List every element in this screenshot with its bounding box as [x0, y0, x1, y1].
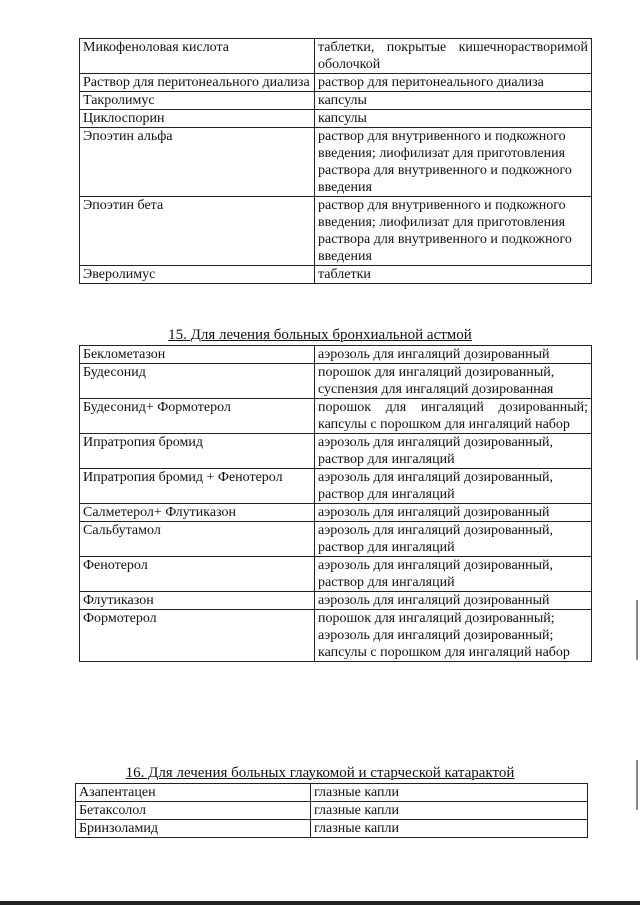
table-asthma-drugs	[79, 345, 592, 662]
drug-name-cell: Будесонид+ Формотерол	[80, 399, 315, 434]
table-row	[80, 197, 592, 266]
drug-name-cell: Эпоэтин альфа	[80, 128, 315, 197]
dosage-form-text: порошок для ингаляций дозированный;	[318, 611, 555, 626]
dosage-form-cell	[315, 364, 592, 399]
drug-name-cell: Будесонид	[80, 364, 315, 399]
dosage-form-cell	[315, 74, 592, 92]
drug-name-cell: Микофеноловая кислота	[80, 39, 315, 74]
dosage-form-text: аэрозоль для ингаляций дозированный	[318, 505, 550, 520]
dosage-form-text: таблетки, покрытые кишечнорастворимой оболочкой	[318, 40, 588, 72]
drug-name-cell: Раствор для перитонеального диализа	[80, 74, 315, 92]
scan-edge-mark	[636, 600, 638, 660]
table-glaucoma-drugs	[75, 783, 588, 838]
drug-name-cell: Такролимус	[80, 92, 315, 110]
table-row	[76, 784, 588, 802]
dosage-form-text: раствор для внутривенного и подкожного введения; лиофилизат для приготовления раствора для внутривенного и подкожного введения	[318, 198, 572, 264]
dosage-form-text: аэрозоль для ингаляций дозированный	[318, 593, 550, 608]
table-row	[80, 346, 592, 364]
table-row	[76, 820, 588, 838]
section-15-heading	[0, 326, 640, 344]
table-row	[80, 74, 592, 92]
table-row	[80, 266, 592, 284]
dosage-form-cell	[315, 266, 592, 284]
dosage-form-text: порошок для ингаляций дозированный, суспензия для ингаляций дозированная	[318, 365, 555, 397]
dosage-form-text: глазные капли	[314, 803, 399, 818]
dosage-form-cell	[315, 504, 592, 522]
table-row	[80, 110, 592, 128]
dosage-form-cell	[315, 39, 592, 74]
table-body	[80, 39, 592, 284]
scan-bottom-edge	[0, 901, 640, 905]
table-row	[80, 610, 592, 662]
dosage-form-text: капсулы	[318, 111, 367, 126]
dosage-form-cell	[315, 522, 592, 557]
table-row	[80, 399, 592, 434]
drug-name-cell: Бетаксолол	[76, 802, 311, 820]
dosage-form-text: аэрозоль для ингаляций дозированный, раствор для ингаляций	[318, 435, 554, 467]
dosage-form-text: аэрозоль для ингаляций дозированный, раствор для ингаляций	[318, 558, 554, 590]
dosage-form-cell	[315, 197, 592, 266]
dosage-form-text: капсулы с порошком для ингаляций набор	[318, 645, 570, 660]
table-row	[80, 92, 592, 110]
table-row	[80, 592, 592, 610]
drug-name-cell: Эверолимус	[80, 266, 315, 284]
dosage-form-cell	[315, 110, 592, 128]
dosage-form-text: аэрозоль для ингаляций дозированный, раствор для ингаляций	[318, 470, 554, 502]
drug-name-cell: Циклоспорин	[80, 110, 315, 128]
table-row	[80, 39, 592, 74]
section-15-title: 15. Для лечения больных бронхиальной астмой	[168, 327, 472, 343]
table-row	[80, 504, 592, 522]
dosage-form-text: таблетки	[318, 267, 371, 282]
drug-name-cell: Эпоэтин бета	[80, 197, 315, 266]
dosage-form-cell	[315, 346, 592, 364]
table-row	[80, 128, 592, 197]
table-row	[80, 364, 592, 399]
table-row	[80, 522, 592, 557]
dosage-form-cell	[315, 592, 592, 610]
dosage-form-text: аэрозоль для ингаляций дозированный	[318, 347, 550, 362]
dosage-form-text: аэрозоль для ингаляций дозированный;	[318, 628, 554, 643]
dosage-form-cell	[315, 92, 592, 110]
dosage-form-text: аэрозоль для ингаляций дозированный, раствор для ингаляций	[318, 523, 554, 555]
dosage-form-text: капсулы	[318, 93, 367, 108]
dosage-form-text: раствор для внутривенного и подкожного введения; лиофилизат для приготовления раствора для внутривенного и подкожного введения	[318, 129, 572, 195]
drug-name-cell: Формотерол	[80, 610, 315, 662]
table-row	[80, 434, 592, 469]
section-16-title: 16. Для лечения больных глаукомой и старческой катарактой	[125, 765, 515, 781]
table-kidney-drugs	[79, 38, 592, 284]
dosage-form-cell	[315, 610, 592, 662]
drug-name-cell: Сальбутамол	[80, 522, 315, 557]
dosage-form-cell	[315, 434, 592, 469]
dosage-form-text: раствор для перитонеального диализа	[318, 75, 544, 90]
dosage-form-cell	[315, 557, 592, 592]
section-16-heading	[0, 764, 640, 782]
dosage-form-text: глазные капли	[314, 821, 399, 836]
dosage-form-cell	[315, 469, 592, 504]
drug-name-cell: Флутиказон	[80, 592, 315, 610]
dosage-form-cell	[315, 399, 592, 434]
drug-name-cell: Фенотерол	[80, 557, 315, 592]
table-row	[76, 802, 588, 820]
drug-name-cell: Ипратропия бромид	[80, 434, 315, 469]
table-body	[80, 346, 592, 662]
dosage-form-text: глазные капли	[314, 785, 399, 800]
dosage-form-cell	[315, 128, 592, 197]
dosage-form-cell	[311, 802, 588, 820]
drug-name-cell: Салметерол+ Флутиказон	[80, 504, 315, 522]
scan-edge-mark	[636, 760, 638, 810]
table-row	[80, 469, 592, 504]
table-row	[80, 557, 592, 592]
drug-name-cell: Беклометазон	[80, 346, 315, 364]
dosage-form-cell	[311, 784, 588, 802]
drug-name-cell: Бринзоламид	[76, 820, 311, 838]
table-body	[76, 784, 588, 838]
drug-name-cell: Ипратропия бромид + Фенотерол	[80, 469, 315, 504]
dosage-form-text: порошок для ингаляций дозированный; капсулы с порошком для ингаляций набор	[318, 400, 588, 432]
drug-name-cell: Азапентацен	[76, 784, 311, 802]
dosage-form-cell	[311, 820, 588, 838]
